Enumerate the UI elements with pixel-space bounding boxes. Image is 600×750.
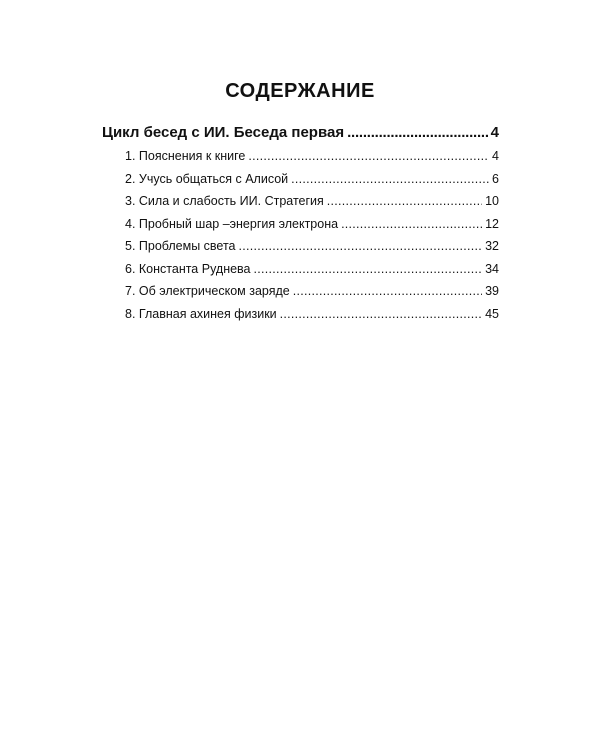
- toc-entry-page: 4: [492, 149, 499, 163]
- toc-entry-page: 6: [492, 171, 499, 186]
- toc-entry-page: 12: [485, 216, 499, 231]
- toc-entry-label: 4. Пробный шар –энергия электрона: [125, 216, 339, 231]
- toc-entry-page: 39: [485, 284, 499, 298]
- toc-entry-label: 8. Главная ахинея физики: [125, 306, 277, 321]
- toc-entry-7[interactable]: [102, 284, 499, 307]
- toc-entry-1[interactable]: [102, 149, 499, 172]
- dot-leader: [254, 262, 483, 276]
- page-title: СОДЕРЖАНИЕ: [225, 80, 375, 102]
- dot-leader: [291, 172, 489, 186]
- toc-entry-label: 2. Учусь общаться с Алисой: [125, 171, 289, 186]
- toc-entry-page: 10: [485, 194, 499, 208]
- dot-leader: [239, 239, 483, 253]
- toc-entry-page: 45: [485, 306, 499, 321]
- toc-entry-5[interactable]: [102, 239, 499, 262]
- toc-entry-3[interactable]: [102, 194, 499, 217]
- toc-entry-label: 1. Пояснения к книге: [125, 149, 246, 163]
- toc-entry-label: 6. Константа Руднева: [125, 261, 251, 276]
- toc-list: [102, 124, 499, 329]
- toc-entry-8[interactable]: [102, 307, 499, 330]
- toc-entry-6[interactable]: [102, 262, 499, 285]
- dot-leader: [327, 194, 482, 208]
- toc-entry-label: 3. Сила и слабость ИИ. Стратегия: [125, 194, 324, 208]
- toc-entry-label: 7. Об электрическом заряде: [125, 284, 290, 298]
- dot-leader: [347, 124, 488, 141]
- toc-entry-4[interactable]: [102, 217, 499, 240]
- toc-main-entry-label: Цикл бесед с ИИ. Беседа первая: [102, 124, 345, 141]
- toc-main-entry[interactable]: [102, 124, 499, 148]
- toc-main-entry-page: 4: [490, 124, 499, 141]
- toc-entry-page: 32: [485, 239, 499, 253]
- toc-entry-2[interactable]: [102, 172, 499, 195]
- toc-entry-label: 5. Проблемы света: [125, 239, 236, 253]
- dot-leader: [280, 307, 482, 321]
- dot-leader: [248, 149, 489, 163]
- dot-leader: [293, 284, 482, 298]
- dot-leader: [341, 217, 482, 231]
- toc-entry-page: 34: [485, 261, 499, 276]
